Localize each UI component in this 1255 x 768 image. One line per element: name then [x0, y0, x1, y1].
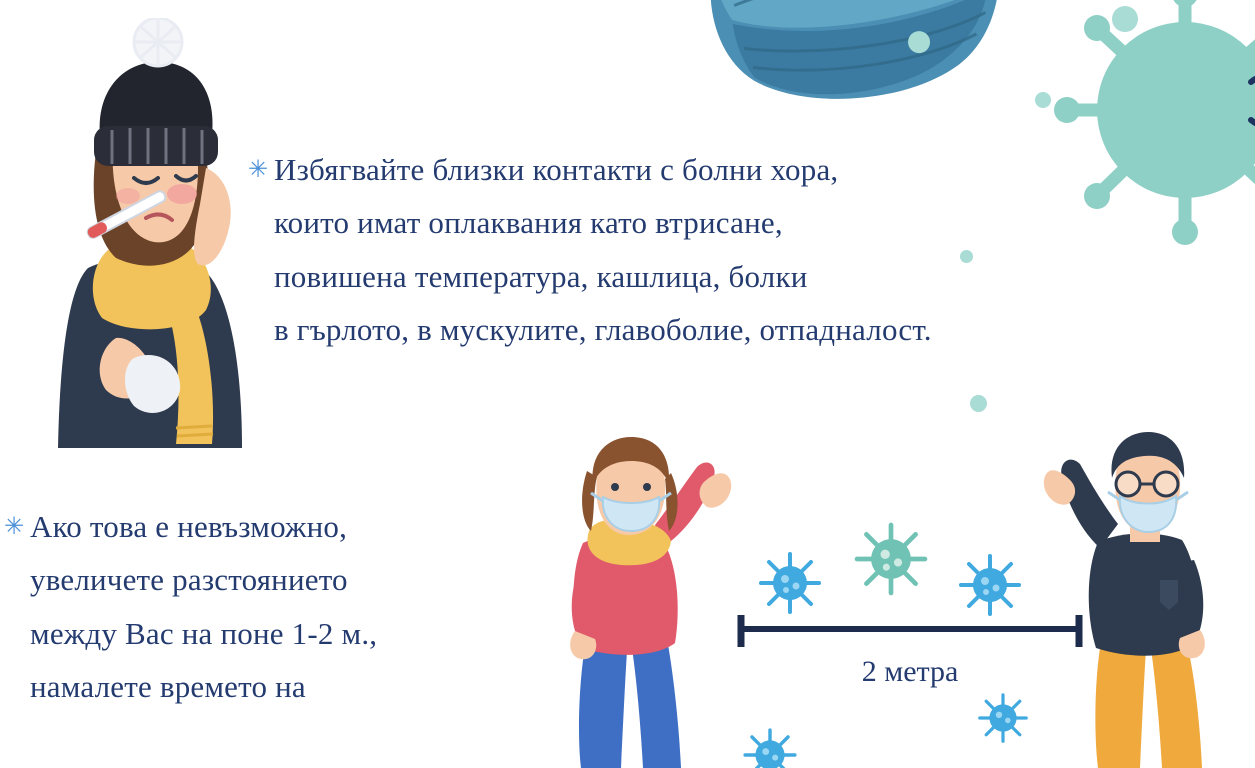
- paragraph-text: Избягвайте близки контакти с болни хора,: [274, 152, 839, 187]
- paragraph-line: [248, 143, 1048, 196]
- virus-icon: [1015, 0, 1255, 270]
- paragraph-line: [4, 660, 524, 713]
- paragraph-line: [248, 303, 1048, 356]
- sick-woman-illustration: [30, 18, 270, 448]
- bullet-paragraph-avoid-contact: [248, 143, 1048, 356]
- boy-waving-illustration: [1040, 430, 1250, 768]
- paragraph-line: [4, 553, 524, 606]
- paragraph-text: Ако това е невъзможно,: [30, 509, 348, 544]
- face-mask-icon: [688, 0, 1033, 131]
- decorative-dot: [1112, 6, 1138, 32]
- asterisk-icon: ✳: [248, 157, 269, 183]
- decorative-dot: [970, 395, 987, 412]
- decorative-dot: [1035, 92, 1051, 108]
- paragraph-text: между Вас на поне 1-2 м.,: [30, 615, 378, 651]
- girl-waving-illustration: [535, 435, 735, 768]
- paragraph-text: в гърлото, в мускулите, главоболие, отпадналост.: [274, 311, 932, 347]
- paragraph-text: намалете времето на: [30, 668, 306, 704]
- paragraph-text: които имат оплаквания като втрисане,: [274, 205, 783, 241]
- germ-icon: [955, 550, 1025, 625]
- paragraph-text: повишена температура, кашлица, болки: [274, 258, 808, 294]
- paragraph-line: [248, 196, 1048, 249]
- paragraph-line: [4, 500, 524, 553]
- paragraph-line: [248, 250, 1048, 303]
- germ-icon: [850, 518, 932, 605]
- germ-icon: [755, 548, 825, 623]
- paragraph-text: увеличете разстоянието: [30, 562, 348, 598]
- asterisk-icon: ✳: [4, 514, 25, 540]
- bullet-paragraph-keep-distance: [4, 500, 524, 713]
- distance-label: 2 метра: [861, 655, 959, 688]
- paragraph-line: [4, 607, 524, 660]
- germ-icon: [740, 725, 800, 768]
